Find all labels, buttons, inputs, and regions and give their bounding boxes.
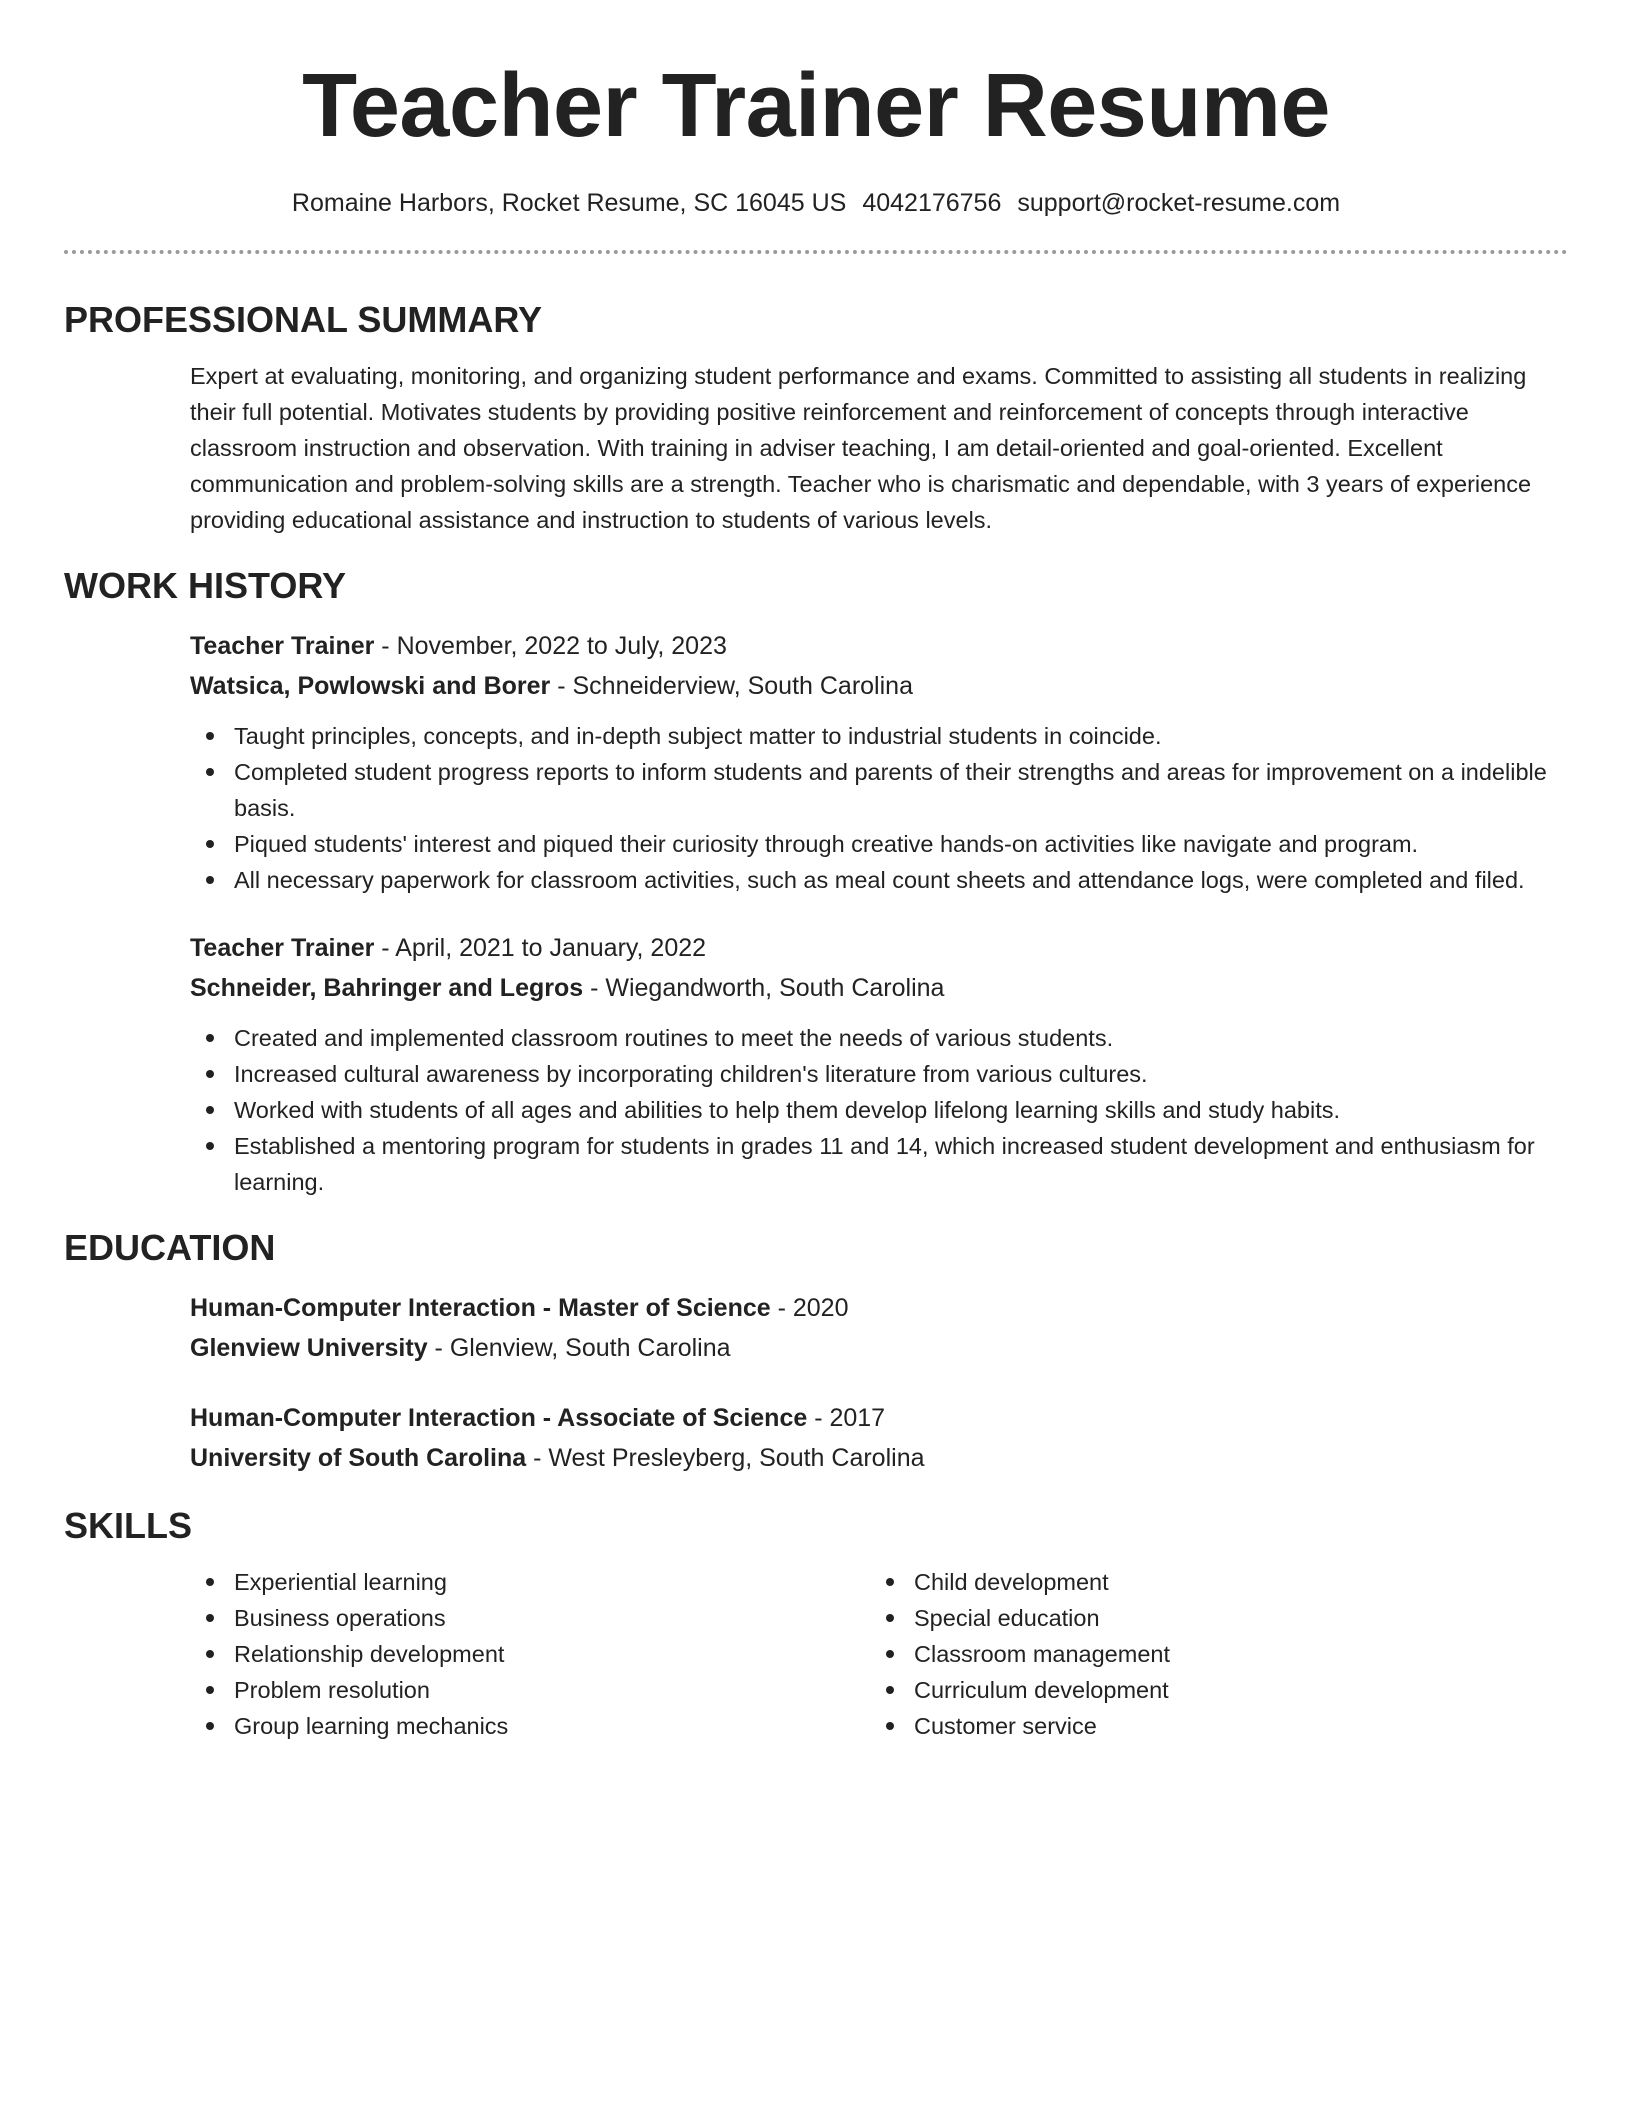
work-history-list — [190, 626, 1568, 1200]
resume-header — [64, 0, 1568, 254]
skills-column-right — [870, 1564, 1550, 1744]
job-dates: - April, 2021 to January, 2022 — [374, 934, 707, 962]
job-entry — [190, 626, 1568, 898]
school-name: Glenview University — [190, 1334, 428, 1362]
job-duties — [190, 718, 1568, 898]
education-entry — [190, 1288, 1568, 1368]
education-entry — [190, 1398, 1568, 1478]
skill-item: Experiential learning — [190, 1564, 870, 1600]
job-title-line — [190, 626, 1568, 666]
job-duty-item: Created and implemented classroom routines to meet the needs of various students. — [190, 1020, 1568, 1056]
job-duties — [190, 1020, 1568, 1200]
job-location: - Schneiderview, South Carolina — [550, 672, 913, 700]
contact-phone: 4042176756 — [862, 189, 1002, 217]
section-title-work-history: WORK HISTORY — [64, 565, 347, 606]
school-line — [190, 1328, 1568, 1368]
job-entry — [190, 928, 1568, 1200]
section-title-education: EDUCATION — [64, 1227, 276, 1268]
education-list — [190, 1288, 1568, 1478]
header-divider — [64, 250, 1568, 254]
skill-item: Classroom management — [870, 1636, 1550, 1672]
job-company-line — [190, 666, 1568, 706]
school-name: University of South Carolina — [190, 1444, 527, 1472]
section-title-summary: PROFESSIONAL SUMMARY — [64, 299, 543, 340]
skill-item: Curriculum development — [870, 1672, 1550, 1708]
job-duty-item: Increased cultural awareness by incorporating children's literature from various cultures. — [190, 1056, 1568, 1092]
job-location: - Wiegandworth, South Carolina — [583, 974, 945, 1002]
job-duty-item: Taught principles, concepts, and in-depth subject matter to industrial students in coincide. — [190, 718, 1568, 754]
skill-item: Problem resolution — [190, 1672, 870, 1708]
contact-address: Romaine Harbors, Rocket Resume, SC 16045 US — [291, 189, 847, 217]
job-duty-item: All necessary paperwork for classroom activities, such as meal count sheets and attendance logs, were completed and filed. — [190, 862, 1568, 898]
degree-name: Human-Computer Interaction - Master of Science — [190, 1294, 771, 1322]
school-location: - Glenview, South Carolina — [427, 1334, 731, 1362]
skill-item: Relationship development — [190, 1636, 870, 1672]
job-company-line — [190, 968, 1568, 1008]
degree-year: - 2020 — [770, 1294, 849, 1322]
degree-line — [190, 1288, 1568, 1328]
job-duty-item: Piqued students' interest and piqued their curiosity through creative hands-on activities like navigate and program. — [190, 826, 1568, 862]
skill-item: Group learning mechanics — [190, 1708, 870, 1744]
skill-item: Business operations — [190, 1600, 870, 1636]
school-line — [190, 1438, 1568, 1478]
skill-item: Child development — [870, 1564, 1550, 1600]
contact-email: support@rocket-resume.com — [1017, 189, 1341, 217]
job-role: Teacher Trainer — [190, 632, 375, 660]
degree-year: - 2017 — [807, 1404, 886, 1432]
skill-item: Customer service — [870, 1708, 1550, 1744]
skill-item: Special education — [870, 1600, 1550, 1636]
resume-title: Teacher Trainer Resume — [302, 56, 1330, 156]
job-duty-item: Established a mentoring program for students in grades 11 and 14, which increased student development and enthusiasm for learning. — [190, 1128, 1568, 1200]
job-duty-item: Worked with students of all ages and abilities to help them develop lifelong learning skills and study habits. — [190, 1092, 1568, 1128]
job-dates: - November, 2022 to July, 2023 — [374, 632, 727, 660]
contact-line — [64, 186, 1568, 220]
summary-text: Expert at evaluating, monitoring, and organizing student performance and exams. Committed to assisting all students in realizing their full potential. Motivates students by providing positive reinforcement and reinforcement of concepts through interactive classroom instruction and observation. With training in adviser teaching, I am detail-oriented and goal-oriented. Excellent communication and problem-solving skills are a strength. Teacher who is charismatic and dependable, with 3 years of experience providing educational assistance and instruction to students of various levels. — [190, 363, 1532, 533]
skills-grid — [190, 1564, 1568, 1744]
job-role: Teacher Trainer — [190, 934, 375, 962]
job-company: Schneider, Bahringer and Legros — [190, 974, 584, 1002]
job-title-line — [190, 928, 1568, 968]
skills-column-left — [190, 1564, 870, 1744]
degree-name: Human-Computer Interaction - Associate of Science — [190, 1404, 808, 1432]
school-location: - West Presleyberg, South Carolina — [526, 1444, 925, 1472]
job-company: Watsica, Powlowski and Borer — [190, 672, 551, 700]
job-duty-item: Completed student progress reports to inform students and parents of their strengths and areas for improvement on a indelible basis. — [190, 754, 1568, 826]
section-title-skills: SKILLS — [64, 1505, 193, 1546]
degree-line — [190, 1398, 1568, 1438]
